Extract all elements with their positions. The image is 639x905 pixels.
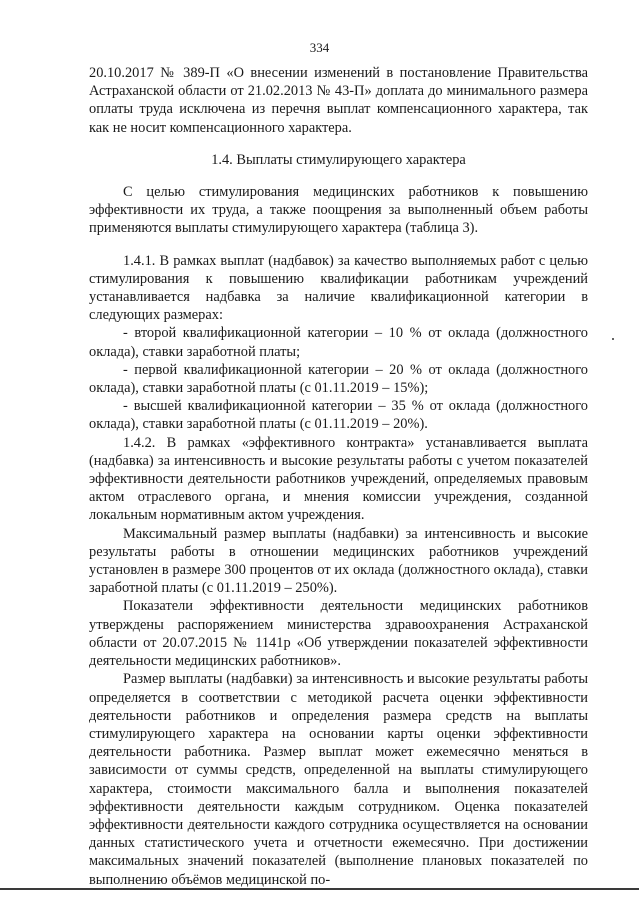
bottom-edge-line bbox=[0, 888, 639, 890]
document-body bbox=[89, 64, 588, 889]
paragraph-intro: С целью стимулирования медицинских работников к повышению эффективности их труда, а также поощрения за выполненный объем работы применяются выплаты стимулирующего характера (таблица 3). bbox=[89, 184, 588, 237]
page-number: 334 bbox=[309, 40, 330, 55]
paragraph-1-4-2: 1.4.2. В рамках «эффективного контракта» устанавливается выплата (надбавка) за интенсивность и высокие результаты работы с учетом показателей эффективности деятельности работников учреждений, определяемых правовым актом отраслевого органа, и мнения комиссии учреждения, созданной локальным нормативным актом учреждения. bbox=[89, 434, 588, 524]
paragraph-continuation: 20.10.2017 № 389-П «О внесении изменений в постановление Правительства Астраханской области от 21.02.2013 № 43-П» доплата до минимального размера оплаты труда исключена из перечня выплат компенсационного характера, так как не носит компенсационного характера. bbox=[89, 65, 588, 136]
scan-speck bbox=[612, 338, 614, 340]
list-item-first-category: - первой квалификационной категории – 20 % от оклада (должностного оклада), ставки заработной платы (с 01.11.2019 – 15%); bbox=[89, 361, 588, 397]
paragraph-max-payment: Максимальный размер выплаты (надбавки) за интенсивность и высокие результаты работы в отношении медицинских работников учреждений установлен в размере 300 процентов от их оклада (должностного оклада), ставки заработной платы (с 01.11.2019 – 250%). bbox=[89, 525, 588, 597]
section-heading: 1.4. Выплаты стимулирующего характера bbox=[211, 151, 466, 168]
paragraph-payment-size: Размер выплаты (надбавки) за интенсивность и высокие результаты работы определяется в соответствии с методикой расчета оценки эффективности деятельности работников и определения размера средств на выплаты стимулирующего характера на основании карты оценки эффективности деятельности работника. Размер выплат может ежемесячно меняться в зависимости от суммы средств, определенной на выплаты стимулирующего характера, стоимости максимального балла и выполнения показателей эффективности деятельности каждым сотрудником. Оценка показателей эффективности деятельности каждого сотрудника осуществляется на основании данных статистического учета и отчетности ежемесячно. При достижении максимальных значений показателей (выполнение плановых показателей по выполнению объёмов медицинской по- bbox=[89, 671, 588, 888]
paragraph-indicators: Показатели эффективности деятельности медицинских работников утверждены распоряжением министерства здравоохранения Астраханской области от 20.07.2015 № 1141р «Об утверждении показателей эффективности деятельности медицинских работников». bbox=[89, 598, 588, 670]
list-item-second-category: - второй квалификационной категории – 10 % от оклада (должностного оклада), ставки заработной платы; bbox=[89, 325, 588, 360]
paragraph-1-4-1: 1.4.1. В рамках выплат (надбавок) за качество выполняемых работ с целью стимулирования к повышению квалификации работникам учреждений устанавливается надбавка за наличие квалификационной категории в следующих размерах: bbox=[89, 252, 588, 324]
list-item-highest-category: - высшей квалификационной категории – 35 % от оклада (должностного оклада), ставки заработной платы (с 01.11.2019 – 20%). bbox=[89, 398, 588, 433]
